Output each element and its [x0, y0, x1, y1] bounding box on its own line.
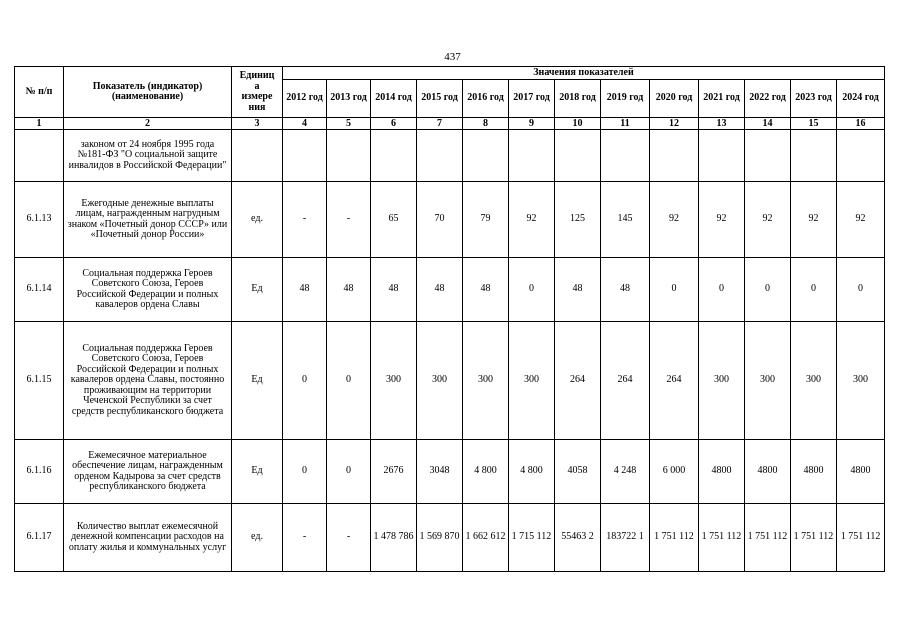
header-year: 2024 год	[837, 80, 885, 118]
row-value: 264	[650, 322, 699, 440]
row-value: 0	[791, 258, 837, 322]
table-row	[15, 182, 885, 258]
row-value: 48	[601, 258, 650, 322]
row-unit: Ед	[232, 258, 283, 322]
row-value	[745, 130, 791, 182]
row-value: 92	[837, 182, 885, 258]
header-year: 2020 год	[650, 80, 699, 118]
row-value: 92	[699, 182, 745, 258]
row-value: 0	[283, 322, 327, 440]
table-row	[15, 130, 885, 182]
column-number: 14	[745, 118, 791, 130]
row-value	[509, 130, 555, 182]
row-value: 79	[463, 182, 509, 258]
header-year: 2015 год	[417, 80, 463, 118]
header-year: 2019 год	[601, 80, 650, 118]
row-value: 48	[327, 258, 371, 322]
row-code	[15, 130, 64, 182]
row-value: 55463 2	[555, 504, 601, 572]
row-value: 4 800	[463, 440, 509, 504]
row-code: 6.1.16	[15, 440, 64, 504]
header-year: 2016 год	[463, 80, 509, 118]
row-value: 1 751 112	[745, 504, 791, 572]
row-value	[371, 130, 417, 182]
row-indicator-name: законом от 24 ноября 1995 года №181-ФЗ "О социальной защите инвалидов в Российской Федерации"	[64, 130, 232, 182]
row-value: 1 569 870	[417, 504, 463, 572]
column-number: 1	[15, 118, 64, 130]
row-value: 125	[555, 182, 601, 258]
row-value	[837, 130, 885, 182]
column-number: 7	[417, 118, 463, 130]
row-value: 65	[371, 182, 417, 258]
row-value: 4800	[791, 440, 837, 504]
row-value: 4058	[555, 440, 601, 504]
row-value: -	[327, 182, 371, 258]
row-value	[601, 130, 650, 182]
column-number: 5	[327, 118, 371, 130]
table-row	[15, 504, 885, 572]
header-num: № п/п	[15, 67, 64, 118]
column-number: 6	[371, 118, 417, 130]
header-year: 2013 год	[327, 80, 371, 118]
header-year: 2012 год	[283, 80, 327, 118]
row-value: 4800	[837, 440, 885, 504]
row-value: 0	[283, 440, 327, 504]
row-value: 1 751 112	[837, 504, 885, 572]
column-number: 10	[555, 118, 601, 130]
row-value: 1 662 612	[463, 504, 509, 572]
row-value: 92	[509, 182, 555, 258]
header-indicator: Показатель (индикатор) (наименование)	[64, 67, 232, 118]
row-code: 6.1.14	[15, 258, 64, 322]
row-unit: ед.	[232, 182, 283, 258]
row-value: 0	[745, 258, 791, 322]
row-value: 300	[371, 322, 417, 440]
table-row	[15, 440, 885, 504]
row-value: 48	[417, 258, 463, 322]
row-value: 0	[327, 440, 371, 504]
row-value: 70	[417, 182, 463, 258]
column-number: 13	[699, 118, 745, 130]
row-value: 1 751 112	[699, 504, 745, 572]
row-value: 1 478 786	[371, 504, 417, 572]
column-number: 2	[64, 118, 232, 130]
header-year: 2017 год	[509, 80, 555, 118]
row-value: -	[327, 504, 371, 572]
row-value: 300	[463, 322, 509, 440]
row-value: 92	[791, 182, 837, 258]
header-year: 2018 год	[555, 80, 601, 118]
row-value: 6 000	[650, 440, 699, 504]
row-code: 6.1.17	[15, 504, 64, 572]
row-value	[327, 130, 371, 182]
header-year: 2023 год	[791, 80, 837, 118]
header-unit: Единиц а измере ния	[232, 67, 283, 118]
row-indicator-name: Социальная поддержка Героев Советского Союза, Героев Российской Федерации и полных кавалеров ордена Славы	[64, 258, 232, 322]
page-number: 437	[444, 51, 461, 63]
row-value	[463, 130, 509, 182]
row-value: 0	[509, 258, 555, 322]
row-value: 1 715 112	[509, 504, 555, 572]
row-value: 300	[699, 322, 745, 440]
column-number: 15	[791, 118, 837, 130]
row-value: 92	[650, 182, 699, 258]
row-value: 300	[745, 322, 791, 440]
row-value: 48	[463, 258, 509, 322]
column-number: 11	[601, 118, 650, 130]
row-value: 92	[745, 182, 791, 258]
row-value: 145	[601, 182, 650, 258]
row-value: 4800	[745, 440, 791, 504]
row-value	[283, 130, 327, 182]
row-value: 48	[283, 258, 327, 322]
row-value: 4800	[699, 440, 745, 504]
row-value: -	[283, 182, 327, 258]
row-value	[555, 130, 601, 182]
column-number: 8	[463, 118, 509, 130]
row-indicator-name: Ежегодные денежные выплаты лицам, награжденным нагрудным знаком «Почетный донор СССР» или «Почетный донор России»	[64, 182, 232, 258]
row-indicator-name: Ежемесячное материальное обеспечение лицам, награжденным орденом Кадырова за счет средств республиканского бюджета	[64, 440, 232, 504]
header-year: 2022 год	[745, 80, 791, 118]
row-value: 48	[371, 258, 417, 322]
row-value: 4 800	[509, 440, 555, 504]
row-value: 264	[555, 322, 601, 440]
row-value: 48	[555, 258, 601, 322]
row-value: 0	[650, 258, 699, 322]
row-value: 2676	[371, 440, 417, 504]
column-number: 12	[650, 118, 699, 130]
header-values: Значения показателей	[283, 67, 885, 80]
row-value: -	[283, 504, 327, 572]
row-value: 300	[837, 322, 885, 440]
table-row	[15, 322, 885, 440]
row-unit: Ед	[232, 322, 283, 440]
row-unit: ед.	[232, 504, 283, 572]
column-number: 4	[283, 118, 327, 130]
row-value: 4 248	[601, 440, 650, 504]
row-value	[417, 130, 463, 182]
column-number: 9	[509, 118, 555, 130]
row-indicator-name: Количество выплат ежемесячной денежной компенсации расходов на оплату жилья и коммунальных услуг	[64, 504, 232, 572]
row-value	[699, 130, 745, 182]
header-year: 2014 год	[371, 80, 417, 118]
row-value: 0	[837, 258, 885, 322]
row-value	[650, 130, 699, 182]
row-code: 6.1.15	[15, 322, 64, 440]
row-indicator-name: Социальная поддержка Героев Советского Союза, Героев Российской Федерации и полных кавалеров ордена Славы, постоянно проживающим на территории Чеченской Республики за счет средств республиканского бюджета	[64, 322, 232, 440]
row-value: 3048	[417, 440, 463, 504]
column-number: 16	[837, 118, 885, 130]
row-value	[791, 130, 837, 182]
row-value: 183722 1	[601, 504, 650, 572]
row-value: 300	[791, 322, 837, 440]
column-number: 3	[232, 118, 283, 130]
row-value: 264	[601, 322, 650, 440]
row-value: 0	[327, 322, 371, 440]
header-year: 2021 год	[699, 80, 745, 118]
row-value: 300	[417, 322, 463, 440]
row-value: 1 751 112	[650, 504, 699, 572]
row-unit: Ед	[232, 440, 283, 504]
row-value: 1 751 112	[791, 504, 837, 572]
row-value: 300	[509, 322, 555, 440]
indicators-table	[14, 66, 885, 572]
row-code: 6.1.13	[15, 182, 64, 258]
row-unit	[232, 130, 283, 182]
row-value: 0	[699, 258, 745, 322]
table-row	[15, 258, 885, 322]
